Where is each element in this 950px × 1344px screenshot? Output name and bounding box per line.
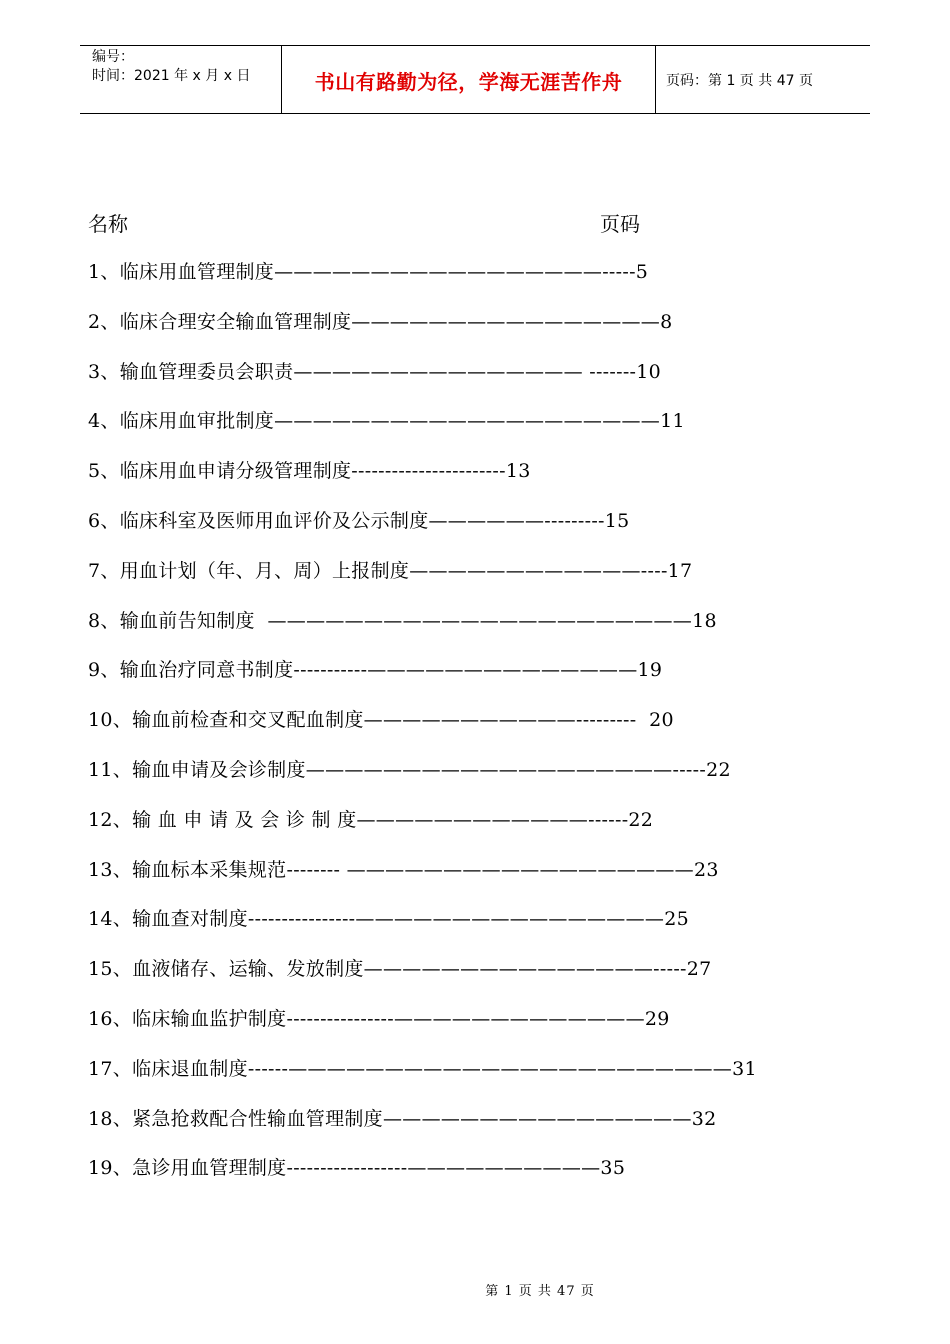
header-meta [92, 48, 250, 86]
toc-entry: 12、输 血 申 请 及 会 诊 制 度————————————------22 [88, 808, 654, 831]
toc-col-name: 名称 [88, 212, 128, 236]
toc-entry: 4、临床用血审批制度————————————————————11 [88, 410, 685, 433]
toc-entry: 7、用血计划（年、月、周）上报制度————————————----17 [88, 559, 693, 582]
toc-entry: 6、临床科室及医师用血评价及公示制度——————---------15 [88, 509, 630, 532]
toc-entry: 2、临床合理安全输血管理制度————————————————8 [88, 310, 673, 333]
header-divider [655, 45, 656, 114]
header-page-info: 页码：第 1 页 共 47 页 [666, 73, 813, 89]
header-motto: 书山有路勤为径，学海无涯苦作舟 [314, 70, 623, 94]
toc-list [88, 258, 757, 1204]
header-bottom-rule [80, 113, 870, 114]
toc-entry: 3、输血管理委员会职责——————————————— -------10 [88, 360, 662, 383]
toc-entry: 19、急诊用血管理制度------------------——————————35 [88, 1157, 626, 1180]
toc-entry: 14、输血查对制度----------------————————————————25 [88, 908, 689, 931]
toc-entry: 5、临床用血申请分级管理制度-----------------------13 [88, 460, 531, 483]
toc-entry: 8、输血前告知制度 ——————————————————————18 [88, 609, 717, 632]
page-footer: 第 1 页 共 47 页 [485, 1284, 595, 1299]
toc-entry: 1、临床用血管理制度—————————————————-----5 [88, 261, 649, 283]
header-time-label: 时间：2021 年 x 月 x 日 [92, 68, 251, 84]
toc-entry: 10、输血前检查和交叉配血制度———————————--------- 20 [88, 709, 674, 732]
toc-entry: 16、临床输血监护制度----------------—————————————29 [88, 1007, 670, 1030]
toc-entry: 9、输血治疗同意书制度-----------——————————————19 [88, 659, 663, 682]
toc-entry: 17、临床退血制度------———————————————————————31 [88, 1057, 757, 1080]
header-number-label: 编号： [92, 49, 134, 65]
toc-col-page: 页码 [600, 212, 640, 236]
toc-entry: 18、紧急抢救配合性输血管理制度————————————————32 [88, 1107, 717, 1130]
toc-entry: 11、输血申请及会诊制度———————————————————-----22 [88, 758, 731, 781]
toc-entry: 13、输血标本采集规范-------- ——————————————————23 [88, 858, 719, 881]
toc-entry: 15、血液储存、运输、发放制度———————————————-----27 [88, 958, 712, 981]
header-top-rule [80, 45, 870, 46]
